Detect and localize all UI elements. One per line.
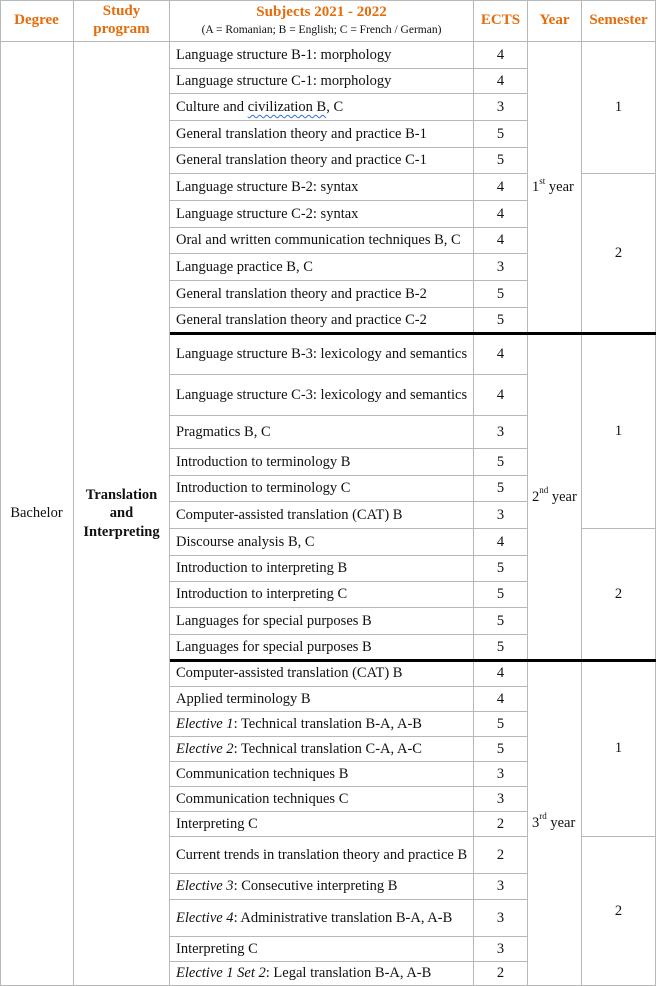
table-row-subject [170, 962, 474, 986]
ects-value: 2 [496, 846, 505, 863]
subject-part: Language structure B-3: lexicology and semantics [176, 345, 468, 362]
subject-text [176, 453, 350, 471]
subject-text [176, 690, 311, 708]
subject-text [176, 46, 391, 64]
ects-value: 3 [496, 790, 505, 807]
ects-cell [474, 582, 528, 608]
ects-value: 3 [496, 98, 505, 115]
table-row-subject [170, 228, 474, 254]
table-row-subject [170, 812, 474, 837]
subject-part: Communication techniques C [176, 790, 349, 807]
ects-cell [474, 556, 528, 582]
subject-text [176, 533, 315, 551]
ects-value: 5 [496, 586, 505, 603]
ects-cell [474, 201, 528, 228]
table-row-subject [170, 254, 474, 281]
subject-part: Introduction to interpreting B [176, 560, 348, 577]
ects-cell [474, 42, 528, 69]
ects-value: 3 [496, 765, 505, 782]
subject-part: General translation theory and practice C-2 [176, 312, 427, 329]
table-row-subject [170, 582, 474, 608]
semester-cell [582, 837, 656, 986]
subject-part: : Technical translation C-A, A-C [233, 740, 422, 757]
year-cell [528, 661, 582, 986]
header-subjects-title: Subjects 2021 - 2022 [256, 4, 387, 21]
subject-part: General translation theory and practice C-1 [176, 152, 427, 169]
ects-value: 5 [496, 125, 505, 142]
table-border [0, 0, 1, 986]
subject-part: Computer-assisted translation (CAT) B [176, 506, 403, 523]
ects-cell [474, 900, 528, 937]
semester-value: 1 [614, 740, 623, 757]
table-row-subject [170, 687, 474, 712]
subject-part: Language practice B, C [176, 258, 313, 275]
ects-cell [474, 661, 528, 687]
table-row-subject [170, 937, 474, 962]
table-row-subject [170, 308, 474, 334]
subject-text [176, 231, 461, 249]
ects-cell [474, 148, 528, 174]
header-year-label: Year [539, 11, 570, 28]
ects-value: 4 [496, 665, 505, 682]
subject-text [176, 386, 467, 404]
subject-text [176, 506, 402, 524]
subject-part: : Technical translation B-A, A-B [233, 715, 422, 732]
table-row-subject [170, 375, 474, 416]
ects-cell [474, 635, 528, 661]
subject-part: Language structure B-1: morphology [176, 46, 392, 63]
subject-part: Language structure C-3: lexicology and semantics [176, 386, 468, 403]
subject-text [176, 846, 467, 864]
ects-cell [474, 121, 528, 148]
table-row-subject [170, 900, 474, 937]
ects-cell [474, 228, 528, 254]
year-number: 2 [532, 488, 540, 505]
ects-value: 4 [496, 46, 505, 63]
ects-cell [474, 94, 528, 121]
table-row-subject [170, 42, 474, 69]
subject-text [176, 205, 358, 223]
header-year [528, 0, 582, 42]
table-row-subject [170, 529, 474, 556]
subject-text [176, 638, 372, 656]
subject-text [176, 151, 427, 169]
ects-value: 5 [496, 152, 505, 169]
elective-label: Elective 1 [176, 715, 234, 732]
year-ordinal: st [539, 175, 546, 186]
ects-cell [474, 174, 528, 201]
table-row-subject [170, 635, 474, 661]
subject-text [176, 877, 397, 895]
subject-part-spellcheck: civilization B [247, 98, 327, 115]
program-line3: Interpreting [83, 523, 160, 540]
degree-value: Bachelor [10, 505, 63, 522]
ects-value: 4 [496, 205, 505, 222]
semester-cell [582, 174, 656, 334]
subject-part: Discourse analysis B, C [176, 533, 315, 550]
table-row-subject [170, 334, 474, 375]
subject-part: Introduction to terminology C [176, 480, 351, 497]
ects-value: 3 [496, 909, 505, 926]
subject-text [176, 125, 427, 143]
header-semester-label: Semester [589, 11, 648, 28]
degree-cell [0, 42, 74, 986]
subject-part: : Consecutive interpreting B [233, 878, 398, 895]
ects-value: 3 [496, 258, 505, 275]
subject-text [176, 790, 348, 808]
subject-text [176, 479, 350, 497]
ects-value: 4 [496, 345, 505, 362]
ects-value: 3 [496, 878, 505, 895]
elective-label: Elective 1 Set 2 [176, 965, 266, 982]
year-value [532, 485, 577, 506]
subject-part: General translation theory and practice B-1 [176, 125, 427, 142]
ects-value: 5 [496, 639, 505, 656]
ects-value: 5 [496, 740, 505, 757]
program-cell [74, 42, 170, 986]
ects-value: 3 [496, 940, 505, 957]
year-value [532, 175, 574, 196]
ects-cell [474, 812, 528, 837]
semester-cell [582, 42, 656, 174]
elective-label: Elective 2 [176, 740, 234, 757]
subject-part: Pragmatics B, C [176, 423, 271, 440]
table-row-subject [170, 148, 474, 174]
elective-label: Elective 4 [176, 909, 234, 926]
subject-part: : Legal translation B-A, A-B [265, 965, 432, 982]
ects-cell [474, 874, 528, 900]
table-row-subject [170, 556, 474, 582]
table-row-subject [170, 281, 474, 308]
table-row-subject [170, 201, 474, 228]
subject-text [176, 72, 391, 90]
subject-part: Introduction to interpreting C [176, 586, 348, 603]
subject-part: Language structure C-1: morphology [176, 72, 392, 89]
subject-text [176, 765, 348, 783]
ects-value: 5 [496, 715, 505, 732]
year-separator [170, 332, 656, 335]
subject-part: , C [326, 98, 344, 115]
subject-part: Applied terminology B [176, 690, 311, 707]
table-row-subject [170, 476, 474, 502]
table-row-subject [170, 416, 474, 449]
table-row-subject [170, 121, 474, 148]
table-row-subject [170, 712, 474, 737]
ects-cell [474, 375, 528, 416]
subject-part: Introduction to terminology B [176, 453, 351, 470]
subject-text [176, 559, 347, 577]
table-row-subject [170, 837, 474, 874]
elective-label: Elective 3 [176, 878, 234, 895]
subject-text [176, 612, 372, 630]
subject-part: Language structure B-2: syntax [176, 178, 359, 195]
subject-text [176, 98, 343, 116]
table-row-subject [170, 94, 474, 121]
year-separator [170, 659, 656, 662]
subject-part: : Administrative translation B-A, A-B [233, 909, 453, 926]
table-row-subject [170, 874, 474, 900]
year-word: year [545, 179, 574, 196]
subject-text [176, 664, 402, 682]
ects-cell [474, 762, 528, 787]
ects-value: 4 [496, 386, 505, 403]
subject-text [176, 940, 258, 958]
header-semester [582, 0, 656, 42]
ects-value: 4 [496, 72, 505, 89]
subject-text [176, 740, 422, 758]
ects-cell [474, 529, 528, 556]
ects-cell [474, 281, 528, 308]
year-number: 1 [532, 179, 540, 196]
subject-text [176, 815, 258, 833]
subject-part: Oral and written communication techniques B, C [176, 232, 461, 249]
header-study-program-line2: program [93, 20, 150, 37]
ects-value: 4 [496, 232, 505, 249]
subject-part: Culture and [176, 98, 248, 115]
semester-value: 1 [614, 422, 623, 439]
ects-value: 5 [496, 453, 505, 470]
year-number: 3 [532, 814, 540, 831]
header-ects [474, 0, 528, 42]
semester-value: 1 [614, 99, 623, 116]
ects-value: 3 [496, 506, 505, 523]
ects-cell [474, 69, 528, 94]
ects-value: 5 [496, 560, 505, 577]
table-row-subject [170, 787, 474, 812]
subject-part: Languages for special purposes B [176, 612, 372, 629]
subject-text [176, 345, 467, 363]
ects-value: 5 [496, 285, 505, 302]
ects-value: 4 [496, 178, 505, 195]
year-ordinal: rd [539, 811, 547, 822]
table-row-subject [170, 69, 474, 94]
header-degree-label: Degree [14, 11, 59, 28]
header-degree [0, 0, 74, 42]
subject-part: Communication techniques B [176, 765, 349, 782]
header-study-program-line1: Study [102, 3, 141, 20]
table-border [0, 0, 656, 1]
subject-part: Current trends in translation theory and practice B [176, 846, 468, 863]
subject-text [176, 285, 427, 303]
subject-part: Language structure C-2: syntax [176, 205, 359, 222]
table-row-subject [170, 502, 474, 529]
ects-cell [474, 712, 528, 737]
ects-cell [474, 502, 528, 529]
subject-text [176, 585, 347, 603]
table-row-subject [170, 174, 474, 201]
semester-cell [582, 661, 656, 837]
year-cell [528, 334, 582, 661]
semester-cell [582, 334, 656, 529]
subject-text [176, 258, 313, 276]
ects-value: 5 [496, 312, 505, 329]
year-word: year [548, 488, 577, 505]
ects-cell [474, 476, 528, 502]
subject-part: Computer-assisted translation (CAT) B [176, 665, 403, 682]
program-line1: Translation [85, 487, 158, 504]
ects-cell [474, 416, 528, 449]
ects-cell [474, 737, 528, 762]
table-row-subject [170, 661, 474, 687]
program-line2: and [109, 505, 134, 522]
ects-value: 2 [496, 815, 505, 832]
subject-text [176, 964, 431, 982]
semester-value: 2 [614, 245, 623, 262]
subject-part: Interpreting C [176, 815, 258, 832]
ects-cell [474, 334, 528, 375]
table-row-subject [170, 762, 474, 787]
ects-cell [474, 787, 528, 812]
semester-value: 2 [614, 586, 623, 603]
table-row-subject [170, 449, 474, 476]
subject-text [176, 423, 271, 441]
year-word: year [546, 814, 576, 831]
subject-part: Interpreting C [176, 940, 258, 957]
subject-part: General translation theory and practice B-2 [176, 285, 427, 302]
ects-cell [474, 254, 528, 281]
ects-cell [474, 608, 528, 635]
ects-cell [474, 687, 528, 712]
header-subjects-legend: (A = Romanian; B = English; C = French / German) [201, 23, 442, 36]
ects-value: 3 [496, 423, 505, 440]
subject-text [176, 715, 422, 733]
year-value [532, 811, 576, 832]
header-ects-label: ECTS [480, 11, 521, 28]
subject-part: Languages for special purposes B [176, 639, 372, 656]
ects-value: 5 [496, 480, 505, 497]
ects-value: 4 [496, 533, 505, 550]
table-row-subject [170, 737, 474, 762]
ects-value: 5 [496, 612, 505, 629]
ects-value: 4 [496, 690, 505, 707]
subject-text [176, 178, 358, 196]
ects-cell [474, 937, 528, 962]
semester-value: 2 [614, 902, 623, 919]
subject-text [176, 909, 452, 927]
ects-cell [474, 837, 528, 874]
table-row-subject [170, 608, 474, 635]
header-study-program [74, 0, 170, 42]
year-ordinal: nd [539, 485, 549, 496]
ects-cell [474, 308, 528, 334]
semester-cell [582, 529, 656, 661]
ects-cell [474, 449, 528, 476]
ects-value: 2 [496, 965, 505, 982]
ects-cell [474, 962, 528, 986]
header-subjects [170, 0, 474, 42]
subject-text [176, 311, 427, 329]
year-cell [528, 42, 582, 334]
